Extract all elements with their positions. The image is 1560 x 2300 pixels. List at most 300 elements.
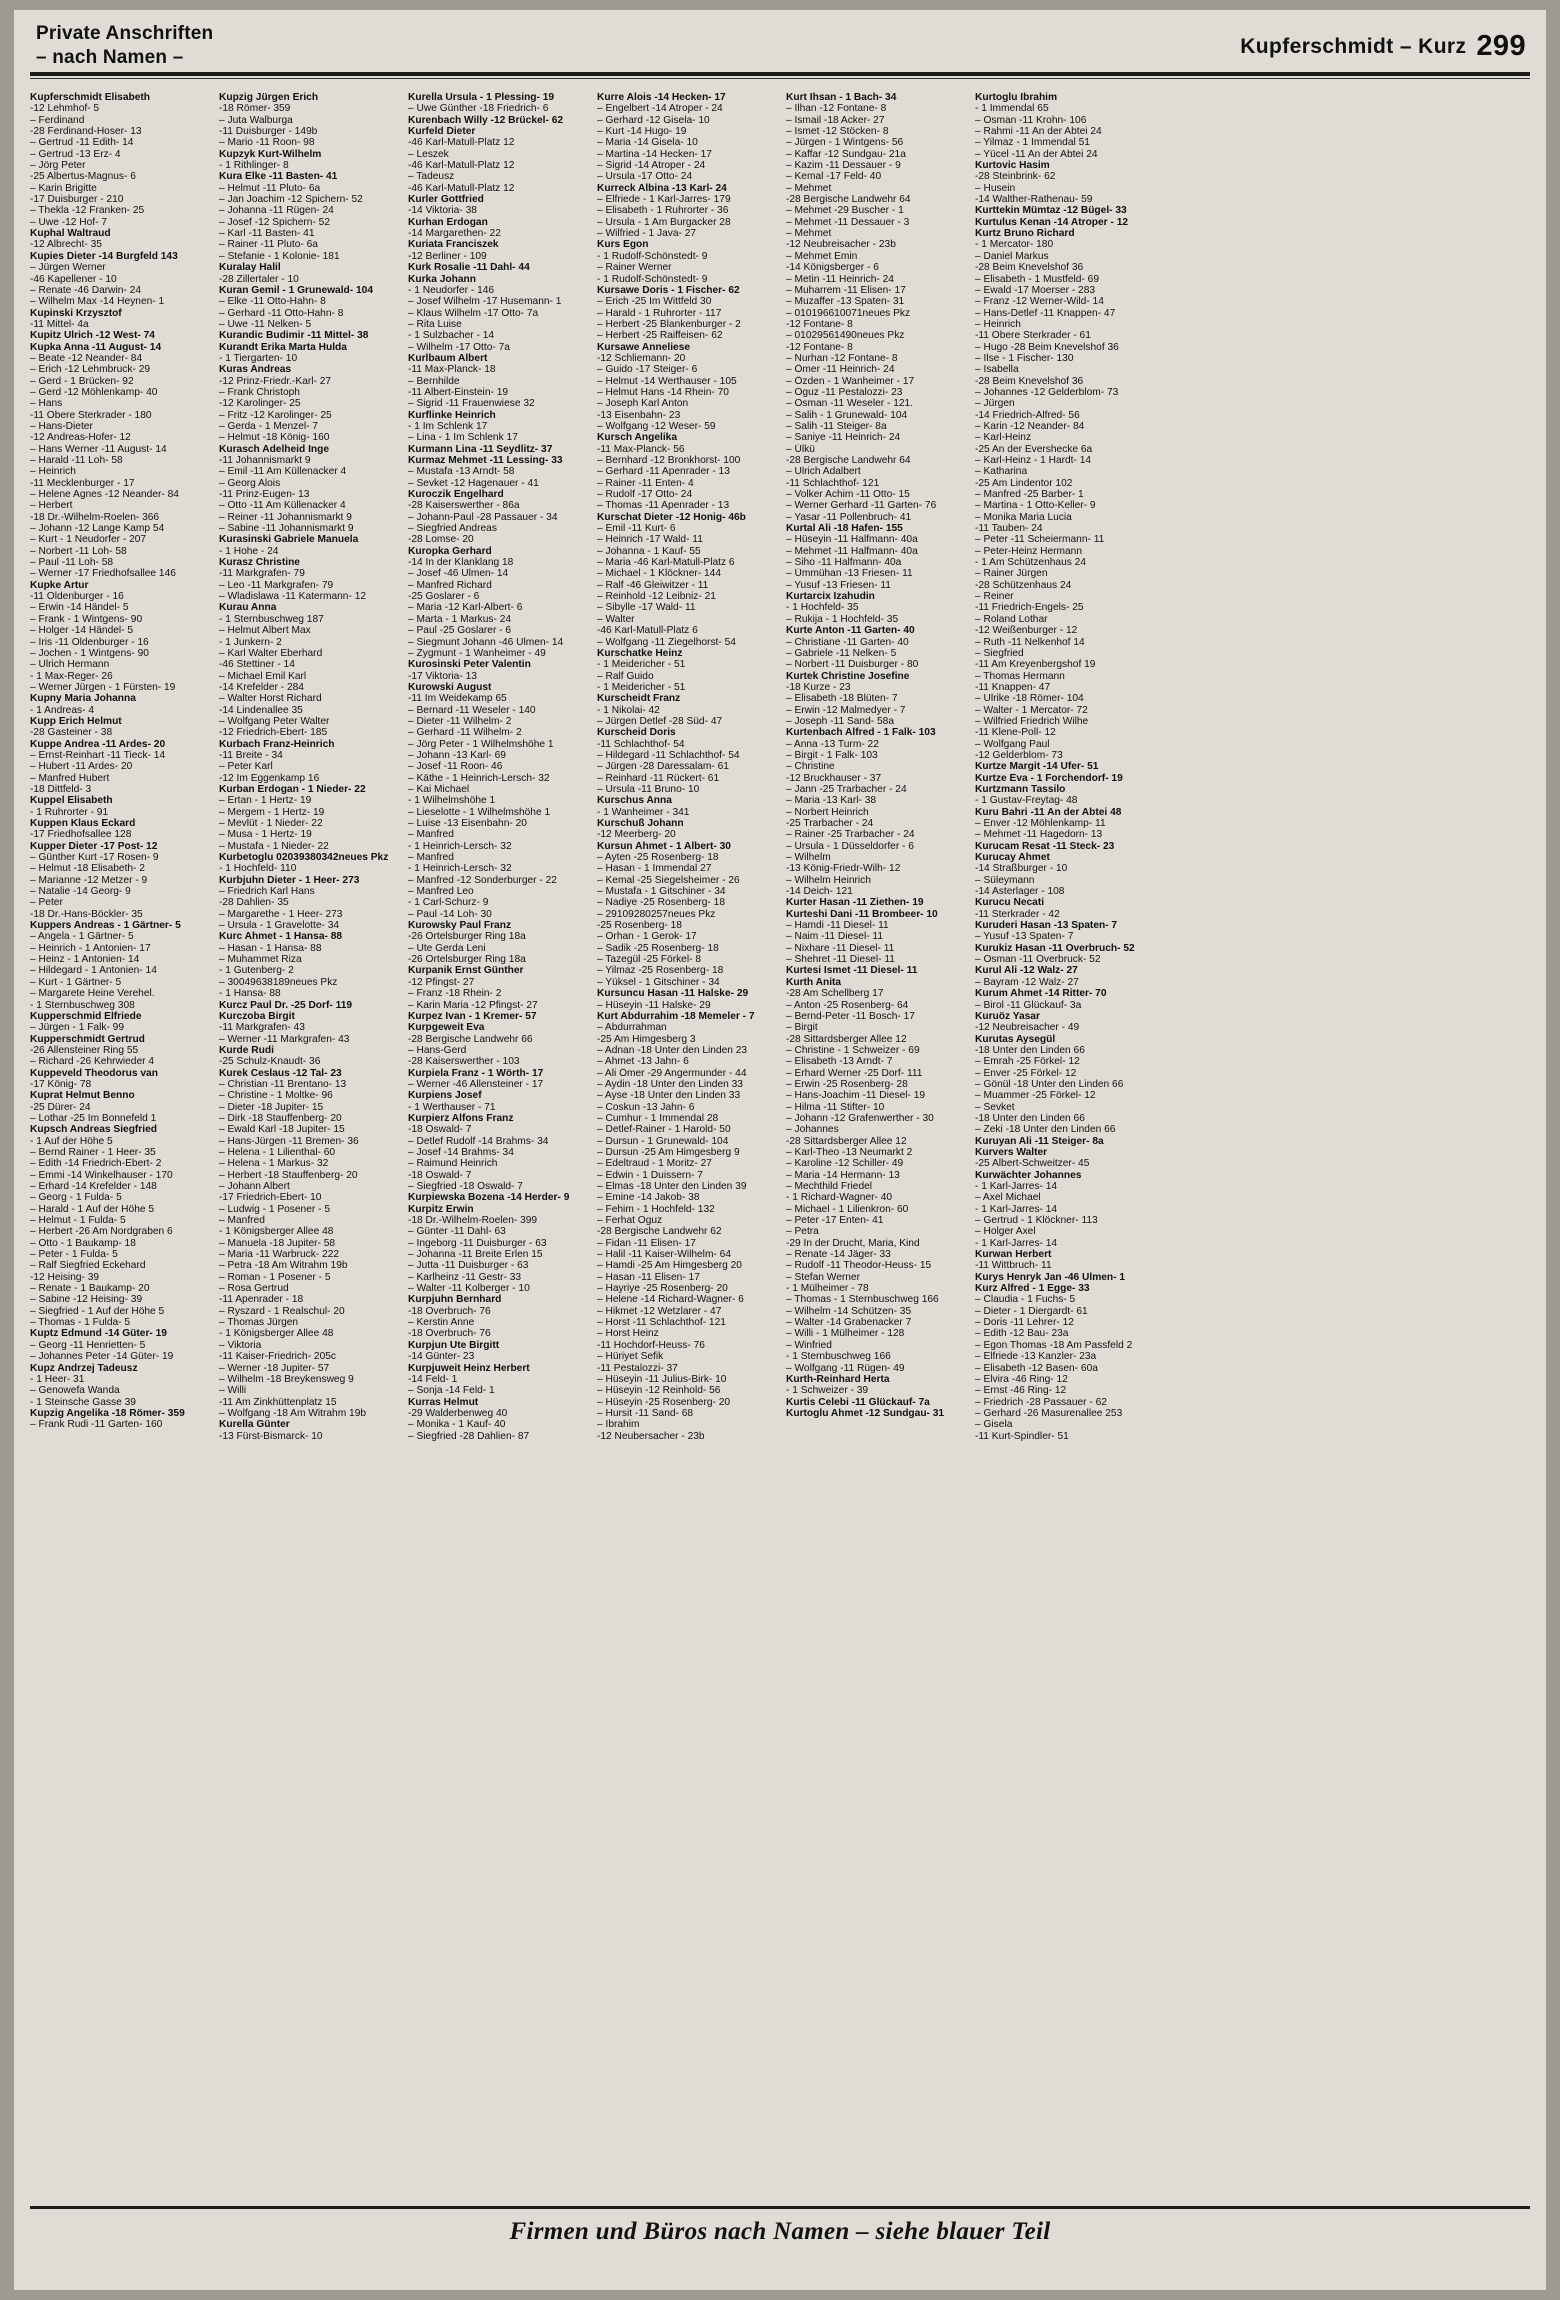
directory-entry-line: – 29109280257neues Pkz — [597, 908, 716, 920]
directory-entry-line: -18 Römer- 359 — [219, 103, 291, 115]
directory-entry-line: – Heinrich -17 Wald- 11 — [597, 534, 703, 546]
directory-entry-line: – Thomas - 1 Fulda- 5 — [30, 1317, 131, 1329]
directory-entry-line: - 1 Mülheimer - 78 — [786, 1283, 869, 1295]
directory-entry-line: – Ursula - 1 Gravelotte- 34 — [219, 920, 340, 932]
directory-entry-line: - 1 Heinrich-Lersch- 32 — [408, 840, 512, 852]
directory-entry-line: -25 Schulz-Knaudt- 36 — [219, 1056, 321, 1068]
directory-entry-line: -18 Overbruch- 76 — [408, 1328, 491, 1340]
directory-entry-name: Kurek Ceslaus -12 Tal- 23 — [219, 1067, 342, 1079]
directory-entry-line: – Ursula - 1 Düsseldorfer - 6 — [786, 840, 914, 852]
directory-entry-line: – Sabine -11 Johannismarkt 9 — [219, 523, 354, 535]
directory-entry-line: -11 Apenrader - 18 — [219, 1294, 304, 1306]
directory-entry-line: – Manfred — [408, 829, 454, 841]
directory-entry-name: Kursuncu Hasan -11 Halske- 29 — [597, 988, 749, 1000]
directory-entry-line: – Christine - 1 Schweizer - 69 — [786, 1044, 920, 1056]
directory-entry-line: – Siegfried -18 Oswald- 7 — [408, 1181, 523, 1192]
directory-entry-line: – Mustafa - 1 Gitschiner - 34 — [597, 886, 726, 898]
directory-entry-line: – Karl-Theo -13 Neumarkt 2 — [786, 1146, 913, 1158]
directory-entry-line: - 1 Hansa- 88 — [219, 988, 281, 1000]
directory-entry-line: – Erwin -25 Rosenberg- 28 — [786, 1078, 908, 1090]
directory-entry-line: -25 Am Lindentor 102 — [975, 477, 1073, 489]
directory-entry-line: – Friedrich Karl Hans — [219, 886, 315, 898]
directory-entry-line: – Hüseyin -12 Reinhold- 56 — [597, 1385, 721, 1397]
directory-entry-line: – Anna -13 Turm- 22 — [786, 738, 879, 750]
directory-entry-line: -14 Krefelder - 284 — [219, 681, 304, 693]
directory-entry-line: – Kemal -17 Feld- 40 — [786, 171, 882, 183]
directory-entry-line: - 1 Rudolf-Schönstedt- 9 — [597, 250, 708, 262]
directory-entry-line: - 1 Gutenberg- 2 — [219, 965, 294, 977]
directory-entry-line: -46 Kapellener - 10 — [30, 273, 117, 285]
directory-entry-line: -17 Friedhofsallee 128 — [30, 829, 132, 841]
directory-entry-line: – Josef -12 Spichern- 52 — [219, 216, 330, 228]
directory-entry-line: – Johann -12 Grafenwerther - 30 — [786, 1112, 934, 1124]
directory-entry-line: – Michael - 1 Lilienkron- 60 — [786, 1203, 909, 1215]
directory-entry-line: -28 Sittardsberger Allee 12 — [786, 1135, 907, 1147]
directory-entry-line: -11 Obere Sterkrader - 61 — [975, 330, 1091, 342]
directory-entry-name: Kurler Gottfried — [408, 194, 484, 206]
directory-entry-line: – Helmut Albert Max — [219, 625, 311, 637]
directory-entry-line: -17 Viktoria- 13 — [408, 670, 477, 682]
directory-entry-line: – Karl Walter Eberhard — [219, 647, 323, 659]
directory-entry-line: - 1 Rudolf-Schönstedt- 9 — [597, 273, 708, 285]
directory-entry-line: – Herbert -25 Blankenburger - 2 — [597, 318, 741, 330]
directory-entry-name: Kurtovic Hasim — [975, 160, 1050, 172]
directory-entry-line: -11 Am Kreyenbergshof 19 — [975, 659, 1096, 671]
directory-entry-line: – Otto - 1 Baukamp- 18 — [30, 1237, 136, 1249]
directory-entry-line: – Holger Axel — [975, 1226, 1036, 1238]
directory-entry-line: – Rudolf -17 Otto- 24 — [597, 489, 693, 501]
footer-note: Firmen und Büros nach Namen – siehe blauer Teil — [509, 2218, 1051, 2245]
directory-entry-line: – Engelbert -14 Atroper - 24 — [597, 103, 723, 115]
directory-entry-name: Kursch Angelika — [597, 432, 678, 444]
directory-entry-line: – Elisabeth -18 Blüten- 7 — [786, 693, 898, 705]
directory-entry-line: -11 Max-Planck- 18 — [408, 364, 496, 376]
directory-entry-line: – Mustafa -13 Arndt- 58 — [408, 466, 515, 478]
directory-entry-line: – Johanna -11 Rügen- 24 — [219, 205, 334, 217]
directory-entry-line: – Johanna -11 Breite Erlen 15 — [408, 1249, 543, 1261]
directory-entry-line: -28 Am Schellberg 17 — [786, 988, 884, 1000]
directory-entry-line: -18 Dittfeld- 3 — [30, 783, 92, 795]
directory-entry-line: - 1 Nikolai- 42 — [597, 704, 660, 716]
directory-entry-line: -18 Dr.-Hans-Böckler- 35 — [30, 908, 143, 920]
directory-entry-line: – Siegfried -28 Dahlien- 87 — [408, 1430, 530, 1442]
directory-entry-name: Kuropka Gerhard — [408, 545, 492, 557]
directory-entry-line: – Fehim - 1 Hochfeld- 132 — [597, 1203, 715, 1215]
directory-entry-line: – Wilhelm -18 Breykensweg 9 — [219, 1373, 354, 1385]
directory-entry-name: Kurlbaum Albert — [408, 352, 488, 364]
page-header — [30, 20, 1530, 76]
directory-entry-line: – Orhan - 1 Gerok- 17 — [597, 931, 697, 943]
directory-entry-line: – Hayriye -25 Rosenberg- 20 — [597, 1283, 728, 1295]
directory-entry-line: – Yusuf -13 Friesen- 11 — [786, 579, 891, 591]
directory-entry-name: Kuppeveld Theodorus van — [30, 1067, 158, 1079]
directory-entry-name: Kupny Maria Johanna — [30, 693, 136, 705]
directory-entry-line: – Emine -14 Jakob- 38 — [597, 1192, 700, 1204]
directory-entry-line: – Bayram -12 Walz- 27 — [975, 976, 1079, 988]
directory-entry-name: Kura Elke -11 Basten- 41 — [219, 171, 338, 183]
directory-entry-line: – Gertrud -11 Edith- 14 — [30, 137, 134, 149]
directory-entry-name: Kuruöz Yasar — [975, 1010, 1040, 1022]
directory-entry-line: - 1 Im Schlenk 17 — [408, 420, 488, 432]
directory-entry-line: – Josef -46 Ulmen- 14 — [408, 568, 509, 580]
directory-entry-line: – Genowefa Wanda — [30, 1385, 120, 1397]
directory-entry-line: – Nadiye -25 Rosenberg- 18 — [597, 897, 725, 909]
directory-entry-line: – Elisabeth -13 Arndt- 7 — [786, 1056, 893, 1068]
directory-entry-line: - 1 Richard-Wagner- 40 — [786, 1192, 893, 1204]
directory-entry-line: – Thomas Hermann — [975, 670, 1065, 682]
directory-entry-line: – Ismail -18 Acker- 27 — [786, 114, 885, 126]
directory-entry-line: – Gertrud - 1 Klöckner- 113 — [975, 1215, 1098, 1227]
directory-entry-line: – Gisela — [975, 1419, 1013, 1431]
directory-entry-line: -11 Albert-Einstein- 19 — [408, 386, 509, 398]
directory-column-2 — [219, 92, 408, 2192]
directory-entry-line: – Mechthild Friedel — [786, 1181, 873, 1192]
directory-entry-line: – Uwe Günther -18 Friedrich- 6 — [408, 103, 549, 115]
directory-entry-line: – Helmut -18 Elisabeth- 2 — [30, 863, 145, 875]
directory-entry-line: -14 Deich- 121 — [786, 886, 853, 898]
directory-entry-line: -25 An der Evershecke 6a — [975, 443, 1093, 455]
directory-entry-name: Kurtoglu Ibrahim — [975, 92, 1058, 103]
directory-entry-line: – Jürgen Werner — [30, 262, 106, 274]
directory-entry-name: Kurasinski Gabriele Manuela — [219, 534, 359, 546]
directory-entry-line: – Kazim -11 Dessauer - 9 — [786, 160, 901, 172]
directory-entry-name: Kurucay Ahmet — [975, 852, 1050, 864]
directory-entry-line: – Ismet -12 Stöcken- 8 — [786, 126, 889, 138]
directory-entry-line: – Ute Gerda Leni — [408, 942, 486, 954]
directory-entry-line: – Emmi -14 Winkelhauser - 170 — [30, 1169, 173, 1181]
directory-entry-name: Kupp Erich Helmut — [30, 715, 122, 727]
directory-entry-line: – Hüseyin -25 Rosenberg- 20 — [597, 1396, 731, 1408]
directory-entry-name: Kurpiens Josef — [408, 1090, 482, 1102]
directory-entry-line: -12 Schliemann- 20 — [597, 352, 686, 364]
directory-entry-line: -25 Albert-Schweitzer- 45 — [975, 1158, 1090, 1170]
directory-entry-line: -28 Bergische Landwehr 66 — [408, 1033, 533, 1045]
directory-entry-line: – Harald - 1 Ruhrorter - 117 — [597, 307, 722, 319]
directory-entry-name: Kupies Dieter -14 Burgfeld 143 — [30, 250, 178, 262]
directory-entry-name: Kurde Rudi — [219, 1044, 274, 1056]
directory-entry-line: – Kurt -14 Hugo- 19 — [597, 126, 687, 138]
directory-entry-line: -18 Unter den Linden 66 — [975, 1112, 1085, 1124]
header-rule — [30, 72, 1530, 76]
directory-entry-line: – Hüseyin -11 Halfmann- 40a — [786, 534, 918, 546]
directory-entry-line: – Sonja -14 Feld- 1 — [408, 1385, 495, 1397]
directory-entry-line: – Ryszard - 1 Realschul- 20 — [219, 1305, 345, 1317]
directory-entry-line: – Peter -17 Enten- 41 — [786, 1215, 884, 1227]
directory-entry-line: - 1 Hochfeld- 35 — [786, 602, 859, 614]
directory-entry-name: Kurc Ahmet - 1 Hansa- 88 — [219, 931, 343, 943]
directory-entry-line: – Wilhelm -17 Otto- 7a — [408, 341, 510, 353]
directory-entry-line: – Erhard -14 Krefelder - 148 — [30, 1181, 157, 1192]
directory-entry-line: – Johann -12 Lange Kamp 54 — [30, 523, 165, 535]
directory-entry-name: Kurpiewska Bozena -14 Herder- 9 — [408, 1192, 570, 1204]
directory-entry-line: – Lieselotte - 1 Wilhelmshöhe 1 — [408, 806, 551, 818]
directory-entry-line: -25 Am Himgesberg 3 — [597, 1033, 696, 1045]
directory-entry-line: – Walter -11 Kolberger - 10 — [408, 1283, 530, 1295]
directory-entry-line: -12 Fontane- 8 — [786, 318, 853, 330]
directory-entry-line: -29 Walderbenweg 40 — [408, 1407, 508, 1419]
directory-entry-line: – Wolfgang -11 Rügen- 49 — [786, 1362, 905, 1374]
directory-entry-line: – Sevket -12 Hagenauer - 41 — [408, 477, 539, 489]
directory-entry-line: – Karin Brigitte — [30, 182, 97, 194]
directory-entry-line: - 1 Heer- 31 — [30, 1373, 85, 1385]
directory-column-3 — [408, 92, 597, 2192]
directory-entry-name: Kurutas Aysegül — [975, 1033, 1056, 1045]
directory-entry-line: – Mehmet — [786, 228, 832, 240]
directory-entry-name: Kurasch Adelheid Inge — [219, 443, 330, 455]
directory-entry-line: – Wolfgang -18 Am Witrahm 19b — [219, 1407, 367, 1419]
directory-entry-line: - 1 Wanheimer - 341 — [597, 806, 690, 818]
directory-entry-line: – Werner -18 Jupiter- 57 — [219, 1362, 330, 1374]
directory-entry-name: Kurtesi Ismet -11 Diesel- 11 — [786, 965, 918, 977]
directory-entry-line: – Helmut Hans -14 Rhein- 70 — [597, 386, 729, 398]
directory-entry-line: – Mehmet -11 Hagedorn- 13 — [975, 829, 1103, 841]
directory-entry-line: – Ertan - 1 Hertz- 19 — [219, 795, 312, 807]
directory-entry-line: – Hasan - 1 Hansa- 88 — [219, 942, 322, 954]
directory-entry-line: -12 Neubreisacher - 23b — [786, 239, 896, 251]
directory-entry-name: Kurowsky Paul Franz — [408, 920, 512, 932]
directory-entry-line: -11 Tauben- 24 — [975, 523, 1043, 535]
directory-entry-line: -14 Margarethen- 22 — [408, 228, 501, 240]
directory-entry-line: – Marianne -12 Metzer - 9 — [30, 874, 148, 886]
directory-entry-line: – Karl-Heinz - 1 Hardt- 14 — [975, 455, 1092, 466]
directory-entry-name: Kupka Anna -11 August- 14 — [30, 341, 162, 353]
directory-entry-name: Kurschatke Heinz — [597, 647, 683, 659]
directory-entry-line: – Rosa Gertrud — [219, 1283, 289, 1295]
directory-entry-name: Kurpjuhn Bernhard — [408, 1294, 502, 1306]
directory-entry-line: -11 Knappen- 47 — [975, 681, 1051, 693]
directory-entry-line: -25 Rosenberg- 18 — [597, 920, 682, 932]
directory-entry-name: Kurowski August — [408, 681, 492, 693]
directory-entry-line: – Gertrud -13 Erz- 4 — [30, 148, 121, 160]
directory-entry-line: – Juta Walburga — [219, 114, 293, 126]
directory-entry-line: – Muzaffer -13 Spaten- 31 — [786, 296, 905, 308]
directory-entry-line: – Margarethe - 1 Heer- 273 — [219, 908, 343, 920]
directory-entry-name: Kupferschmidt Elisabeth — [30, 92, 151, 103]
directory-entry-line: -13 Fürst-Bismarck- 10 — [219, 1430, 323, 1442]
directory-entry-line: – Kurt - 1 Gärtner- 5 — [30, 976, 122, 988]
directory-entry-line: -14 Walther-Rathenau- 59 — [975, 194, 1093, 206]
directory-entry-line: – Zygmunt - 1 Wanheimer - 49 — [408, 647, 546, 659]
directory-entry-line: – Rainer Jürgen — [975, 568, 1048, 580]
directory-entry-line: – Jan Joachim -12 Spichern- 52 — [219, 194, 363, 206]
directory-entry-line: – Bernhilde — [408, 375, 460, 387]
directory-entry-line: – Christine — [786, 761, 835, 773]
directory-entry-line: -11 Markgrafen- 43 — [219, 1022, 305, 1034]
directory-entry-line: – Jörg Peter - 1 Wilhelmshöhe 1 — [408, 738, 554, 750]
directory-entry-line: – Hans-Jürgen -11 Bremen- 36 — [219, 1135, 359, 1147]
directory-entry-line: -12 Im Eggenkamp 16 — [219, 772, 320, 784]
directory-entry-line: – Hüseyin -11 Halske- 29 — [597, 999, 711, 1011]
directory-entry-name: Kuroczik Engelhard — [408, 489, 504, 501]
directory-entry-line: – Wolfgang Paul — [975, 738, 1050, 750]
directory-entry-line: -17 König- 78 — [30, 1078, 92, 1090]
directory-entry-line: – Herbert -26 Am Nordgraben 6 — [30, 1226, 173, 1238]
directory-entry-line: -12 Lehmhof- 5 — [30, 103, 100, 115]
directory-entry-line: – Wilhelm -14 Schützen- 35 — [786, 1305, 912, 1317]
directory-entry-line: – Christian -11 Brentano- 13 — [219, 1078, 347, 1090]
directory-entry-line: – Ursula -17 Otto- 24 — [597, 171, 693, 183]
directory-entry-name: Kurum Ahmet -14 Ritter- 70 — [975, 988, 1107, 1000]
directory-entry-line: -12 Fontane- 8 — [786, 341, 853, 353]
directory-entry-line: – 010196610071neues Pkz — [786, 307, 911, 319]
directory-entry-line: -11 Prinz-Eugen- 13 — [219, 489, 310, 501]
directory-entry-line: -18 Overbruch- 76 — [408, 1305, 491, 1317]
directory-entry-line: – Helmut -14 Werthauser - 105 — [597, 375, 737, 387]
directory-entry-line: – Karin -12 Neander- 84 — [975, 420, 1085, 432]
directory-entry-line: – Reinhold -12 Leibniz- 21 — [597, 591, 716, 603]
directory-entry-line: - 1 Junkern- 2 — [219, 636, 282, 648]
directory-entry-line: – Peter - 1 Fulda- 5 — [30, 1249, 118, 1261]
directory-entry-name: Kurtek Christine Josefine — [786, 670, 910, 682]
page-number: 299 — [1476, 30, 1526, 62]
directory-entry-line: – Ulrike -18 Römer- 104 — [975, 693, 1084, 705]
directory-entry-line: -11 Pestalozzi- 37 — [597, 1362, 678, 1374]
directory-entry-line: -28 Bergische Landwehr 64 — [786, 455, 911, 466]
directory-entry-line: – Mergem - 1 Hertz- 19 — [219, 806, 325, 818]
directory-entry-line: – Paul -25 Goslarer - 6 — [408, 625, 512, 637]
directory-entry-line: – Christiane -11 Garten- 40 — [786, 636, 909, 648]
directory-column-1 — [30, 92, 219, 2192]
directory-entry-line: - 1 Wilhelmshöhe 1 — [408, 795, 496, 807]
directory-entry-line: – Walter - 1 Mercator- 72 — [975, 704, 1088, 716]
directory-entry-line: – Edith -12 Bau- 23a — [975, 1328, 1069, 1340]
directory-entry-line: -25 Dürer- 24 — [30, 1101, 91, 1113]
directory-entry-line: – Gerhard -11 Apenrader - 13 — [597, 466, 730, 478]
directory-entry-line: – Hamdi -11 Diesel- 11 — [786, 920, 889, 932]
directory-entry-line: -11 Klene-Poll- 12 — [975, 727, 1056, 739]
directory-entry-line: – Erhard Werner -25 Dorf- 111 — [786, 1067, 923, 1079]
directory-entry-line: – Josef -11 Roon- 46 — [408, 761, 503, 773]
directory-entry-line: -12 Prinz-Friedr.-Karl- 27 — [219, 375, 332, 387]
directory-entry-line: – Werner Gerhard -11 Garten- 76 — [786, 500, 937, 512]
directory-entry-line: – Hüriyet Sefik — [597, 1351, 664, 1363]
scan-edge-bottom — [0, 2290, 1560, 2300]
directory-entry-line: – Bernd-Peter -11 Bosch- 17 — [786, 1010, 915, 1022]
directory-entry-line: -11 Oldenburger - 16 — [30, 591, 124, 603]
directory-entry-line: – Hans-Gerd — [408, 1044, 467, 1056]
directory-entry-line: – Angela - 1 Gärtner- 5 — [30, 931, 134, 943]
directory-entry-line: – Ümmühan -13 Friesen- 11 — [786, 568, 913, 580]
directory-entry-line: - 1 Meidericher - 51 — [597, 681, 686, 693]
directory-entry-line: – Ibrahim — [597, 1419, 640, 1431]
directory-entry-line: -11 Mittel- 4a — [30, 318, 89, 330]
directory-entry-line: – Ingeborg -11 Duisburger - 63 — [408, 1237, 547, 1249]
directory-entry-name: Kurschat Dieter -12 Honig- 46b — [597, 511, 746, 523]
directory-entry-line: – Metin -11 Heinrich- 24 — [786, 273, 894, 285]
directory-entry-name: Kurfeld Dieter — [408, 126, 476, 138]
directory-entry-line: – Karlheinz -11 Gestr- 33 — [408, 1271, 522, 1283]
directory-entry-line: -14 Asterlager - 108 — [975, 886, 1065, 898]
directory-entry-line: – Helene Agnes -12 Neander- 84 — [30, 489, 179, 501]
directory-entry-line: – Elisabeth -12 Basen- 60a — [975, 1362, 1098, 1374]
directory-entry-name: Kupper Dieter -17 Post- 12 — [30, 840, 158, 852]
directory-entry-name: Kuran Gemil - 1 Grunewald- 104 — [219, 284, 373, 296]
directory-entry-name: Kupzig Jürgen Erich — [219, 92, 319, 103]
directory-entry-name: Kurtze Eva - 1 Forchendorf- 19 — [975, 772, 1123, 784]
directory-entry-line: – Renate -46 Darwin- 24 — [30, 284, 141, 296]
directory-entry-line: – Maria -46 Karl-Matull-Platz 6 — [597, 557, 735, 569]
directory-entry-line: – Werner Jürgen - 1 Fürsten- 19 — [30, 681, 176, 693]
directory-entry-line: -12 Pfingst- 27 — [408, 976, 475, 988]
directory-entry-name: Kurucam Resat -11 Steck- 23 — [975, 840, 1115, 852]
directory-entry-line: – Wilhelm Heinrich — [786, 874, 871, 886]
directory-entry-line: – Heinrich — [30, 466, 76, 478]
directory-entry-name: Kuriata Franciszek — [408, 239, 499, 251]
directory-entry-line: – Walter -14 Grabenacker 7 — [786, 1317, 912, 1329]
directory-entry-line: -18 Unter den Linden 66 — [975, 1044, 1085, 1056]
directory-entry-line: -28 Zillertaler - 10 — [219, 273, 299, 285]
directory-entry-line: – Christine - 1 Moltke- 96 — [219, 1090, 333, 1102]
directory-entry-line: -12 Weißenburger - 12 — [975, 625, 1078, 637]
directory-entry-line: – Musa - 1 Hertz- 19 — [219, 829, 312, 841]
directory-entry-line: – Horst -11 Schlachthof- 121 — [597, 1317, 726, 1329]
directory-entry-line: – Wilhelm — [786, 852, 831, 864]
directory-entry-line: – Emrah -25 Förkel- 12 — [975, 1056, 1080, 1068]
directory-entry-line: – Johannes -12 Gelderblom- 73 — [975, 386, 1119, 398]
directory-entry-line: – Süleymann — [975, 874, 1035, 886]
directory-entry-line: – Muammer -25 Förkel- 12 — [975, 1090, 1096, 1102]
directory-entry-line: – Dieter -11 Wilhelm- 2 — [408, 715, 512, 727]
directory-entry-line: - 1 Ruhrorter - 91 — [30, 806, 109, 818]
directory-entry-line: – Hilma -11 Stifter- 10 — [786, 1101, 885, 1113]
directory-entry-line: – Salih -11 Steiger- 8a — [786, 420, 887, 432]
directory-entry-line: – Hugo -28 Beim Knevelshof 36 — [975, 341, 1119, 353]
directory-entry-line: – Roland Lothar — [975, 613, 1048, 625]
directory-entry-name: Kupke Artur — [30, 579, 89, 591]
directory-entry-line: - 1 Sternbuschweg 308 — [30, 999, 135, 1011]
directory-entry-line: – Frank - 1 Wintgens- 90 — [30, 613, 143, 625]
directory-entry-line: – Mario -11 Roon- 98 — [219, 137, 315, 149]
directory-entry-line: – Werner -17 Friedhofsallee 146 — [30, 568, 176, 580]
directory-entry-line: – Hursit -11 Sand- 68 — [597, 1407, 694, 1419]
directory-entry-line: – Leo -11 Markgrafen- 79 — [219, 579, 334, 591]
directory-entry-line: – Zeki -18 Unter den Linden 66 — [975, 1124, 1116, 1136]
directory-entry-line: -11 Am Zinkhüttenplatz 15 — [219, 1396, 337, 1408]
directory-column-6 — [975, 92, 1164, 2192]
directory-entry-name: Kurbach Franz-Heinrich — [219, 738, 335, 750]
directory-entry-line: -11 Im Weidekamp 65 — [408, 693, 507, 705]
directory-entry-line: -18 Dr.-Wilhelm-Roelen- 366 — [30, 511, 160, 523]
directory-entry-line: - 1 Karl-Jarres- 14 — [975, 1203, 1058, 1215]
directory-entry-line: – Maria -14 Gisela- 10 — [597, 137, 698, 149]
directory-entry-line: – Iris -11 Oldenburger - 16 — [30, 636, 149, 648]
directory-entry-name: Kuruyan Ali -11 Steiger- 8a — [975, 1135, 1104, 1147]
directory-entry-line: -18 Oswald- 7 — [408, 1169, 472, 1181]
directory-entry-line: – Elisabeth - 1 Mustfeld- 69 — [975, 273, 1100, 285]
directory-entry-line: -46 Karl-Matull-Platz 12 — [408, 160, 515, 172]
directory-entry-line: – Edwin - 1 Duissern- 7 — [597, 1169, 703, 1181]
directory-entry-line: – Thomas -11 Apenrader - 13 — [597, 500, 730, 512]
directory-entry-line: – Willi — [219, 1385, 247, 1397]
directory-entry-line: -12 Neubreisacher - 49 — [975, 1022, 1080, 1034]
directory-entry-line: - 1 Sulzbacher - 14 — [408, 330, 495, 342]
directory-entry-line: – Lothar -25 Im Bonnefeld 1 — [30, 1112, 157, 1124]
directory-entry-name: Kurban Erdogan - 1 Nieder- 22 — [219, 783, 366, 795]
directory-entry-line: -28 Beim Knevelshof 36 — [975, 262, 1084, 274]
directory-entry-line: - 1 Immendal 65 — [975, 103, 1049, 115]
directory-entry-line: – Emil -11 Kurt- 6 — [597, 523, 676, 535]
directory-entry-name: Kurtis Celebi -11 Glückauf- 7a — [786, 1396, 930, 1408]
directory-entry-line: – Bernard -11 Weseler - 140 — [408, 704, 536, 716]
directory-entry-line: -12 Andreas-Hofer- 12 — [30, 432, 131, 444]
directory-entry-name: Kurscheid Doris — [597, 727, 676, 739]
directory-entry-line: – Siho -11 Halfmann- 40a — [786, 557, 902, 569]
directory-entry-line: – Ferhat Oguz — [597, 1215, 663, 1227]
directory-entry-name: Kupz Andrzej Tadeusz — [30, 1362, 138, 1374]
directory-entry-line: – Karl -11 Basten- 41 — [219, 228, 315, 240]
directory-entry-name: Kurpjuweit Heinz Herbert — [408, 1362, 530, 1374]
directory-entry-name: Kupitz Ulrich -12 West- 74 — [30, 330, 155, 342]
